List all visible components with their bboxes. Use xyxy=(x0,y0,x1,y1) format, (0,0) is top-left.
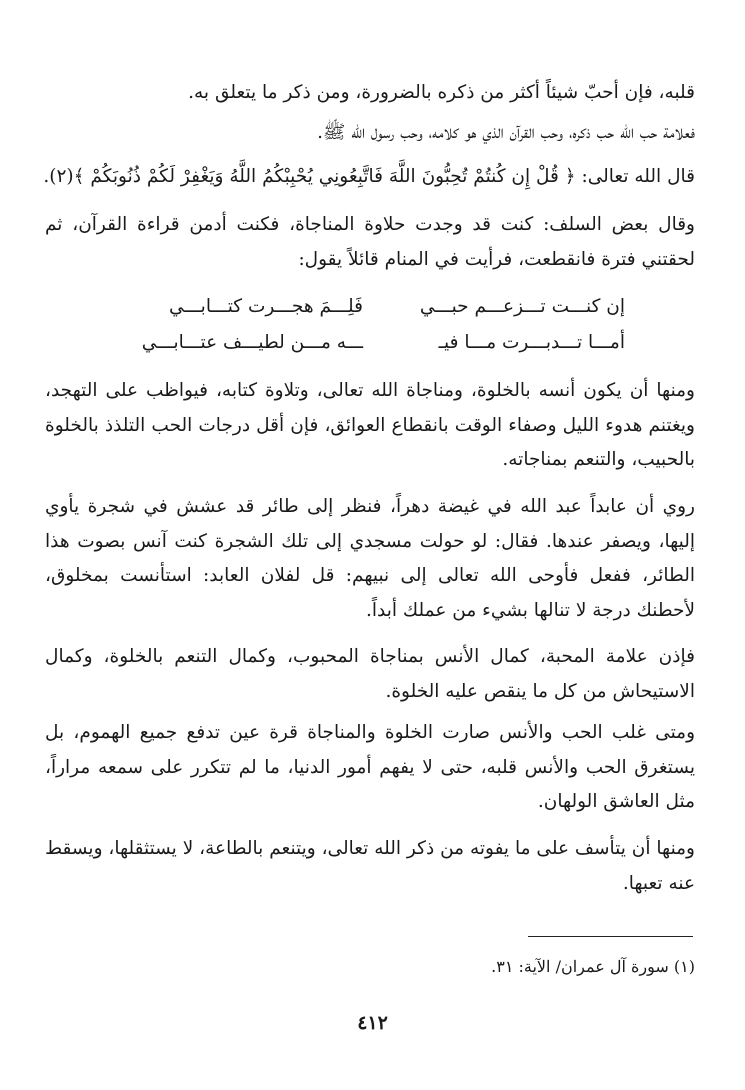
paragraph-quran-verse: قال الله تعالى: ﴿ قُلْ إِن كُنتُمْ تُحِبُّونَ اللَّهَ فَاتَّبِعُونِي يُحْبِبْكُمُ اللَّهُ وَيَغْفِرْ لَكُمْ ذُنُوبَكُمْ ﴾(٢). xyxy=(43,166,695,187)
paragraph-salaf-saying: وقال بعض السلف: كنت قد وجدت حلاوة المناجاة، فكنت أدمن قراءة القرآن، ثم لحقتني فترة فانقطعت، فرأيت في المنام قائلاً يقول: xyxy=(45,214,695,270)
poem-verse-2-first-hemistich: أمـــا تـــدبـــرت مـــا فيـ xyxy=(438,332,625,353)
page-number: ٤١٢ xyxy=(357,1012,388,1034)
paragraph-love-dominates: ومتى غلب الحب والأنس صارت الخلوة والمناجاة قرة عين تدفع جميع الهموم، بل يستغرق الحب والأنس قلبه، حتى لا يفهم أمور الدنيا، ما لم تتكرر على سمعه مراراً، مثل العاشق الولهان. xyxy=(45,722,695,812)
footnote: (١) سورة آل عمران/ الآية: ٣١. xyxy=(491,957,695,976)
footnote-separator xyxy=(528,936,693,937)
poem-verse-2-second-hemistich: ـــه مـــن لطيـــف عتـــابـــي xyxy=(141,332,363,353)
paragraph-sign-of-love: فإذن علامة المحبة، كمال الأنس بمناجاة المحبوب، وكمال التنعم بالخلوة، وكمال الاستيحاش من كل ما ينقص عليه الخلوة. xyxy=(45,646,695,702)
paragraph-solitude: ومنها أن يكون أنسه بالخلوة، ومناجاة الله تعالى، وتلاوة كتابه، فيواظب على التهجد، ويغتنم هدوء الليل وصفاء الوقت بانقطاع العوائق، فإن أقل درجات الحب التلذذ بالخلوة بالحبيب، والتنعم بمناجاته. xyxy=(45,380,695,470)
poem-verse-2 xyxy=(125,326,625,360)
poem-verse-1-second-hemistich: فَلِـــمَ هجـــرت كتـــابـــي xyxy=(169,296,363,317)
paragraph-regret: ومنها أن يتأسف على ما يفوته من ذكر الله تعالى، ويتنعم بالطاعة، لا يستثقلها، ويسقط عنه تعبها. xyxy=(45,838,695,894)
paragraph-signs-of-love: فعلامة حب الله حب ذكره، وحب القرآن الذي هو كلامه، وحب رسول الله ﷺ. xyxy=(317,122,695,143)
poem-verse-1-first-hemistich: إن كنـــت تـــزعـــم حبـــي xyxy=(419,296,625,317)
paragraph-continuation: قلبه، فإن أحبّ شيئاً أكثر من ذكره بالضرورة، ومن ذكر ما يتعلق به. xyxy=(188,82,695,103)
poem-verse-1 xyxy=(125,290,625,324)
paragraph-worshipper-story: روي أن عابداً عبد الله في غيضة دهراً، فنظر إلى طائر قد عشش في شجرة يأوي إليها، ويصفر عندها. فقال: لو حولت مسجدي إلى تلك الشجرة كنت آنس بصوت هذا الطائر، ففعل فأوحى الله تعالى إلى نبيهم: قل لفلان العابد: استأنست بمخلوق، لأحطنك درجة لا تنالها بشيء من عملك أبداً. xyxy=(45,496,695,621)
